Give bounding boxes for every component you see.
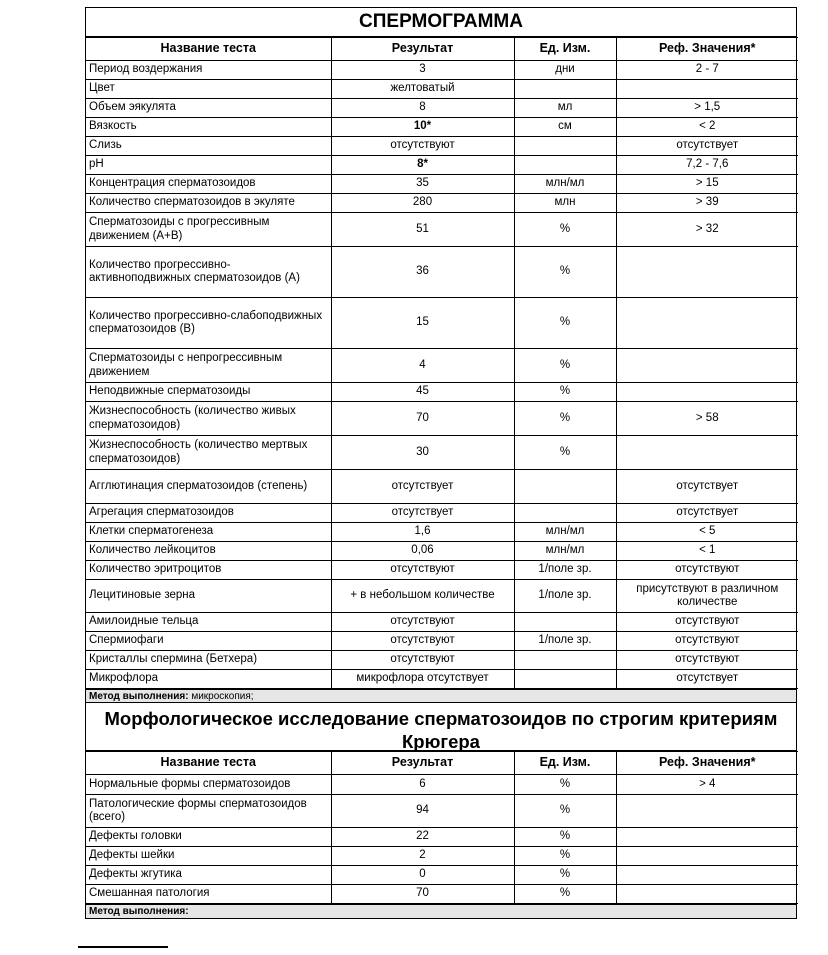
test-name-cell: Дефекты жгутика [86, 866, 331, 885]
reference-cell: < 2 [616, 118, 798, 137]
unit-cell: 1/поле зр. [514, 561, 616, 580]
test-name-cell: Сперматозоиды с непрогрессивным движением [86, 349, 331, 383]
result-cell: отсутствуют [331, 632, 514, 651]
unit-cell: % [514, 349, 616, 383]
table-row [86, 436, 798, 470]
header-result: Результат [331, 38, 514, 61]
reference-cell: отсутствуют [616, 613, 798, 632]
unit-cell: % [514, 775, 616, 795]
result-cell: 3 [331, 61, 514, 80]
unit-cell: % [514, 383, 616, 402]
result-cell: 70 [331, 402, 514, 436]
reference-cell: отсутствует [616, 470, 798, 504]
table-row [86, 885, 798, 904]
test-name-cell: Количество сперматозоидов в экуляте [86, 194, 331, 213]
unit-cell: % [514, 828, 616, 847]
test-name-cell: Объем эякулята [86, 99, 331, 118]
test-name-cell: Цвет [86, 80, 331, 99]
table-row [86, 298, 798, 349]
result-cell: 70 [331, 885, 514, 904]
unit-cell: % [514, 213, 616, 247]
test-name-cell: Количество прогрессивно-слабоподвижных сперматозоидов (B) [86, 298, 331, 349]
table-row [86, 504, 798, 523]
table-row [86, 795, 798, 828]
test-name-cell: Неподвижные сперматозоиды [86, 383, 331, 402]
table-row [86, 828, 798, 847]
result-cell: 1,6 [331, 523, 514, 542]
reference-cell [616, 80, 798, 99]
unit-cell: % [514, 298, 616, 349]
test-name-cell: Жизнеспособность (количество живых сперматозоидов) [86, 402, 331, 436]
method-label: Метод выполнения: [89, 691, 189, 702]
unit-cell [514, 670, 616, 689]
header-reference: Реф. Значения* [616, 38, 798, 61]
unit-cell: млн [514, 194, 616, 213]
reference-cell [616, 795, 798, 828]
result-cell: 0,06 [331, 542, 514, 561]
test-name-cell: Микрофлора [86, 670, 331, 689]
result-cell: отсутствуют [331, 561, 514, 580]
test-name-cell: Дефекты шейки [86, 847, 331, 866]
result-cell: 6 [331, 775, 514, 795]
result-cell: микрофлора отсутствует [331, 670, 514, 689]
result-cell: 35 [331, 175, 514, 194]
reference-cell: отсутствуют [616, 561, 798, 580]
reference-cell: < 1 [616, 542, 798, 561]
reference-cell [616, 247, 798, 298]
reference-cell: отсутствует [616, 504, 798, 523]
test-name-cell: Дефекты головки [86, 828, 331, 847]
unit-cell [514, 137, 616, 156]
test-name-cell: Вязкость [86, 118, 331, 137]
unit-cell [514, 80, 616, 99]
table-row [86, 61, 798, 80]
table-row [86, 213, 798, 247]
kruger-table [86, 751, 798, 904]
test-name-cell: Количество эритроцитов [86, 561, 331, 580]
table-row [86, 349, 798, 383]
reference-cell: > 39 [616, 194, 798, 213]
method-label: Метод выполнения: [89, 906, 189, 917]
table-row [86, 194, 798, 213]
table-row [86, 80, 798, 99]
result-cell: 30 [331, 436, 514, 470]
test-name-cell: Количество прогрессивно-активноподвижных сперматозоидов (A) [86, 247, 331, 298]
unit-cell: % [514, 247, 616, 298]
reference-cell: > 4 [616, 775, 798, 795]
result-cell: 36 [331, 247, 514, 298]
header-test-name: Название теста [86, 752, 331, 775]
unit-cell: % [514, 402, 616, 436]
table-row [86, 523, 798, 542]
method-line [86, 689, 796, 703]
table-row [86, 247, 798, 298]
test-name-cell: Нормальные формы сперматозоидов [86, 775, 331, 795]
table-row [86, 580, 798, 613]
unit-cell: 1/поле зр. [514, 632, 616, 651]
unit-cell: % [514, 436, 616, 470]
result-cell: 4 [331, 349, 514, 383]
kruger-section-title: Морфологическое исследование сперматозоидов по строгим критериям Крюгера [86, 703, 796, 751]
test-name-cell: Концентрация сперматозоидов [86, 175, 331, 194]
table-row [86, 542, 798, 561]
reference-cell: 2 - 7 [616, 61, 798, 80]
reference-cell: > 1,5 [616, 99, 798, 118]
unit-cell: % [514, 795, 616, 828]
reference-cell: присутствуют в различном количестве [616, 580, 798, 613]
lab-report [85, 7, 797, 919]
header-unit: Ед. Изм. [514, 752, 616, 775]
reference-cell [616, 298, 798, 349]
test-name-cell: Агрегация сперматозоидов [86, 504, 331, 523]
result-cell: 94 [331, 795, 514, 828]
table-row [86, 613, 798, 632]
table-row [86, 670, 798, 689]
test-name-cell: Кристаллы спермина (Бетхера) [86, 651, 331, 670]
unit-cell [514, 470, 616, 504]
semen-analysis-table [86, 37, 798, 689]
table-row [86, 137, 798, 156]
cut-off-text-fragment [78, 946, 168, 955]
unit-cell [514, 651, 616, 670]
method-line [86, 904, 796, 918]
unit-cell: % [514, 847, 616, 866]
unit-cell: см [514, 118, 616, 137]
unit-cell [514, 613, 616, 632]
test-name-cell: Слизь [86, 137, 331, 156]
test-name-cell: Патологические формы сперматозоидов (всего) [86, 795, 331, 828]
reference-cell: 7,2 - 7,6 [616, 156, 798, 175]
test-name-cell: Количество лейкоцитов [86, 542, 331, 561]
table-body [86, 775, 798, 904]
reference-cell: отсутствует [616, 137, 798, 156]
reference-cell: отсутствуют [616, 632, 798, 651]
result-cell: отсутствуют [331, 651, 514, 670]
table-row [86, 847, 798, 866]
table-row [86, 156, 798, 175]
reference-cell [616, 383, 798, 402]
table-header-row [86, 38, 798, 61]
unit-cell: млн/мл [514, 542, 616, 561]
reference-cell [616, 866, 798, 885]
result-cell: 8* [331, 156, 514, 175]
table-row [86, 99, 798, 118]
unit-cell: дни [514, 61, 616, 80]
test-name-cell: Период воздержания [86, 61, 331, 80]
reference-cell [616, 885, 798, 904]
result-cell: 22 [331, 828, 514, 847]
result-cell: 10* [331, 118, 514, 137]
result-cell: отсутствует [331, 470, 514, 504]
result-cell: 51 [331, 213, 514, 247]
table-body [86, 61, 798, 689]
reference-cell: отсутствует [616, 670, 798, 689]
result-cell: отсутствуют [331, 137, 514, 156]
test-name-cell: Лецитиновые зерна [86, 580, 331, 613]
reference-cell [616, 349, 798, 383]
result-cell: 0 [331, 866, 514, 885]
test-name-cell: pH [86, 156, 331, 175]
unit-cell: 1/поле зр. [514, 580, 616, 613]
table-row [86, 561, 798, 580]
unit-cell: млн/мл [514, 523, 616, 542]
test-name-cell: Амилоидные тельца [86, 613, 331, 632]
test-name-cell: Клетки сперматогенеза [86, 523, 331, 542]
reference-cell: > 58 [616, 402, 798, 436]
result-cell: 280 [331, 194, 514, 213]
unit-cell: млн/мл [514, 175, 616, 194]
table-row [86, 632, 798, 651]
header-result: Результат [331, 752, 514, 775]
header-unit: Ед. Изм. [514, 38, 616, 61]
result-cell: отсутствуют [331, 613, 514, 632]
table-row [86, 470, 798, 504]
table-row [86, 866, 798, 885]
table-header-row [86, 752, 798, 775]
reference-cell [616, 828, 798, 847]
result-cell: 45 [331, 383, 514, 402]
reference-cell: > 15 [616, 175, 798, 194]
reference-cell [616, 847, 798, 866]
result-cell: отсутствует [331, 504, 514, 523]
result-cell: 15 [331, 298, 514, 349]
unit-cell: мл [514, 99, 616, 118]
test-name-cell: Спермиофаги [86, 632, 331, 651]
unit-cell [514, 156, 616, 175]
table-row [86, 651, 798, 670]
header-test-name: Название теста [86, 38, 331, 61]
test-name-cell: Жизнеспособность (количество мертвых сперматозоидов) [86, 436, 331, 470]
method-value: микроскопия; [191, 691, 254, 702]
unit-cell [514, 504, 616, 523]
table-row [86, 118, 798, 137]
reference-cell: отсутствуют [616, 651, 798, 670]
header-reference: Реф. Значения* [616, 752, 798, 775]
reference-cell: < 5 [616, 523, 798, 542]
table-row [86, 383, 798, 402]
unit-cell: % [514, 885, 616, 904]
reference-cell: > 32 [616, 213, 798, 247]
unit-cell: % [514, 866, 616, 885]
test-name-cell: Смешанная патология [86, 885, 331, 904]
result-cell: 2 [331, 847, 514, 866]
table-row [86, 775, 798, 795]
result-cell: 8 [331, 99, 514, 118]
test-name-cell: Сперматозоиды с прогрессивным движением (A+B) [86, 213, 331, 247]
table-row [86, 175, 798, 194]
reference-cell [616, 436, 798, 470]
result-cell: желтоватый [331, 80, 514, 99]
result-cell: + в небольшом количестве [331, 580, 514, 613]
test-name-cell: Агглютинация сперматозоидов (степень) [86, 470, 331, 504]
report-title: СПЕРМОГРАММА [86, 8, 796, 37]
table-row [86, 402, 798, 436]
